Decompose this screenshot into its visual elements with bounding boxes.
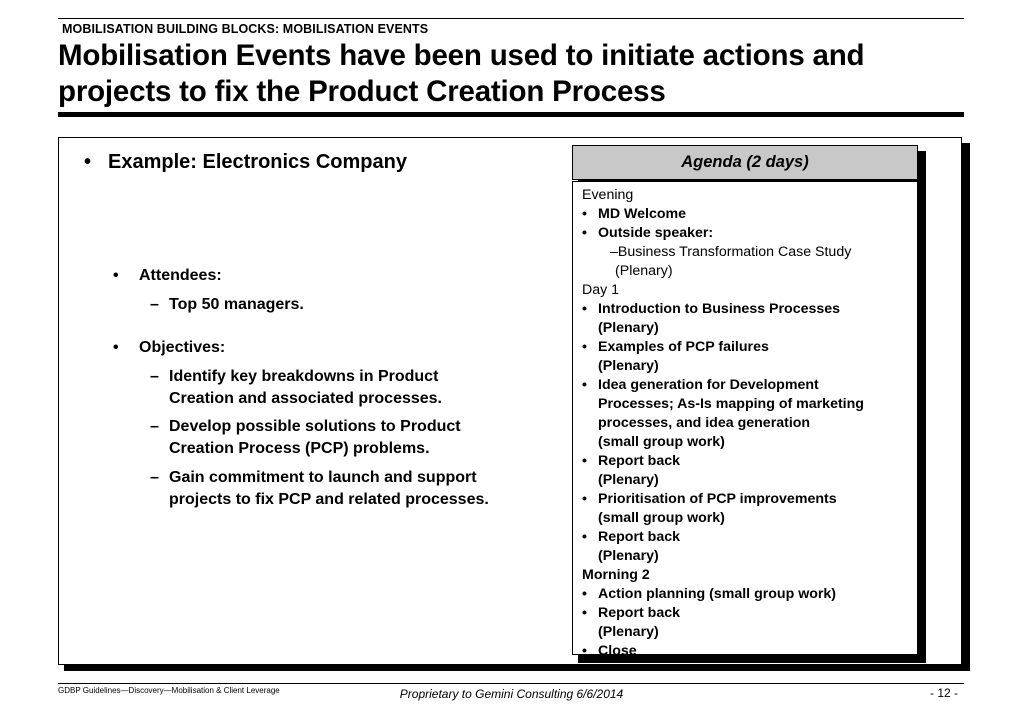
bullet-glyph: •	[582, 605, 587, 621]
objective-line: Creation and associated processes.	[169, 390, 442, 407]
agenda-item	[582, 300, 912, 319]
agenda-item-text: Report back	[598, 529, 680, 545]
agenda-item	[582, 224, 912, 243]
page-number: - 12 -	[930, 686, 959, 700]
agenda-subitem: (Plenary)	[615, 263, 673, 279]
agenda-item-text: Report back	[598, 453, 680, 469]
footer-rule	[58, 683, 964, 684]
agenda-subitem: (Plenary)	[598, 472, 659, 488]
agenda-body	[572, 181, 918, 655]
agenda-item	[582, 490, 912, 509]
agenda-item	[582, 376, 912, 395]
attendees-item	[150, 294, 304, 316]
agenda-item	[582, 205, 912, 224]
agenda-item	[582, 585, 912, 604]
objective-item	[150, 467, 489, 511]
agenda-section-evening: Evening	[582, 187, 634, 203]
agenda-title: Agenda (2 days)	[681, 153, 809, 171]
bullet-glyph: •	[582, 301, 587, 317]
agenda-subitem: processes, and idea generation	[598, 415, 811, 431]
agenda-list	[582, 186, 912, 655]
agenda-subitem: (Plenary)	[598, 358, 659, 374]
bullet-glyph: •	[582, 225, 587, 241]
objective-item	[150, 416, 461, 460]
agenda-subitem: Processes; As-Is mapping of marketing	[598, 396, 864, 412]
agenda-item	[582, 528, 912, 547]
agenda-subitem: (small group work)	[598, 434, 725, 450]
example-text: Example: Electronics Company	[108, 151, 407, 173]
agenda-item-text: Report back	[598, 605, 680, 621]
bullet-glyph: •	[582, 491, 587, 507]
agenda-item-text: Introduction to Business Processes	[598, 301, 841, 317]
agenda-item	[582, 642, 912, 655]
bullet-glyph: •	[113, 339, 119, 356]
bullet-glyph: •	[582, 206, 587, 222]
attendees-item-text: Top 50 managers.	[169, 296, 304, 313]
bullet-glyph: •	[582, 586, 587, 602]
footer-left: GDBP Guidelines—Discovery—Mobilisation & Client Leverage	[58, 686, 280, 695]
agenda-item	[582, 604, 912, 623]
agenda-item-text: Examples of PCP failures	[598, 339, 769, 355]
agenda-item-text: Prioritisation of PCP improvements	[598, 491, 837, 507]
dash-glyph: –	[150, 418, 159, 435]
bullet-glyph: •	[582, 339, 587, 355]
agenda-item-text: Action planning (small group work)	[598, 586, 837, 602]
dash-glyph: –	[150, 469, 159, 486]
bullet-glyph: •	[84, 151, 92, 173]
agenda-section-morning2: Morning 2	[582, 567, 650, 583]
agenda-subitem: –Business Transformation Case Study	[610, 244, 852, 260]
example-heading	[84, 151, 407, 174]
agenda-item	[582, 338, 912, 357]
agenda-subitem: (Plenary)	[598, 624, 659, 640]
bullet-glyph: •	[582, 377, 587, 393]
agenda-subitem: (Plenary)	[598, 320, 659, 336]
bullet-glyph: •	[582, 643, 587, 655]
agenda-item-text: Close	[598, 643, 637, 655]
agenda-item-text: Outside speaker:	[598, 225, 714, 241]
objective-item	[150, 366, 442, 410]
dash-glyph: –	[150, 368, 159, 385]
title-rule	[58, 112, 964, 117]
agenda-item-text: MD Welcome	[598, 206, 687, 222]
top-rule	[58, 18, 964, 19]
dash-glyph: –	[150, 296, 159, 313]
agenda-item-text: Idea generation for Development	[598, 377, 819, 393]
attendees-bullet	[113, 267, 222, 285]
attendees-label: Attendees:	[139, 267, 222, 284]
objective-line: projects to fix PCP and related processes.	[169, 491, 489, 508]
bullet-glyph: •	[113, 267, 119, 284]
agenda-section-day1: Day 1	[582, 282, 620, 298]
bullet-glyph: •	[582, 453, 587, 469]
agenda-item	[582, 452, 912, 471]
title-line-1: Mobilisation Events have been used to initiate actions and	[58, 39, 865, 72]
objective-line: Creation Process (PCP) problems.	[169, 440, 430, 457]
agenda-subitem: (Plenary)	[598, 548, 659, 564]
objective-line: Gain commitment to launch and support	[169, 469, 477, 486]
section-label: MOBILISATION BUILDING BLOCKS: MOBILISATION EVENTS	[62, 22, 429, 36]
objectives-label: Objectives:	[139, 339, 226, 356]
agenda-header	[572, 145, 918, 180]
footer-center: Proprietary to Gemini Consulting 6/6/2014	[399, 687, 624, 701]
objective-line: Develop possible solutions to Product	[169, 418, 461, 435]
objective-line: Identify key breakdowns in Product	[169, 368, 439, 385]
slide-title	[58, 38, 968, 110]
objectives-bullet	[113, 339, 226, 357]
bullet-glyph: •	[582, 529, 587, 545]
title-line-2: projects to fix the Product Creation Process	[58, 75, 666, 108]
agenda-subitem: (small group work)	[598, 510, 725, 526]
